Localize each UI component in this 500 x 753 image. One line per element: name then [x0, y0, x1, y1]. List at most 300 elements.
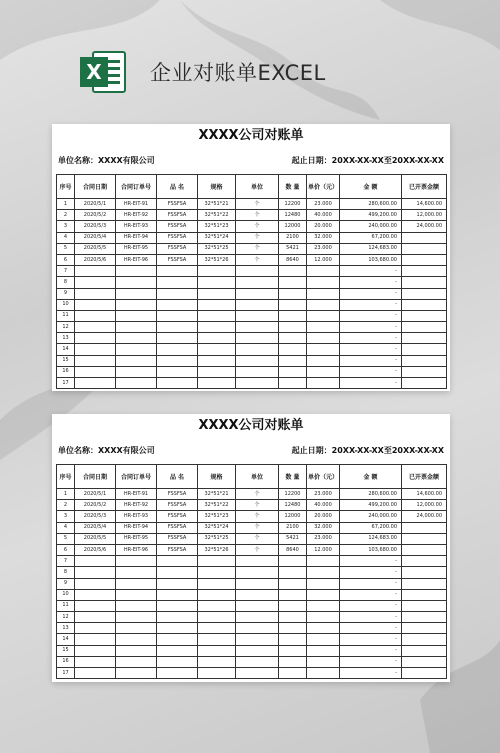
- table-cell: [402, 556, 447, 567]
- table-cell: 8: [57, 567, 75, 578]
- table-cell: HR-EIT-96: [116, 544, 157, 555]
- table-cell: 个: [236, 544, 279, 555]
- table-cell: 12,000.00: [402, 500, 447, 511]
- table-cell: [279, 567, 307, 578]
- excel-badge: X: [80, 57, 108, 87]
- table-cell: -: [340, 589, 402, 600]
- table-row: [57, 344, 447, 355]
- statement-sheet-2: [52, 414, 450, 682]
- table-cell: 5: [57, 243, 75, 254]
- table-cell: 8640: [279, 254, 307, 265]
- table-cell: [198, 288, 236, 299]
- table-cell: 14,600.00: [402, 199, 447, 210]
- column-header: 已开票金额: [402, 175, 447, 199]
- table-cell: 2020/5/4: [75, 522, 116, 533]
- table-cell: [307, 277, 340, 288]
- table-cell: [116, 378, 157, 389]
- table-cell: 个: [236, 243, 279, 254]
- table-row: [57, 266, 447, 277]
- table-cell: 12480: [279, 500, 307, 511]
- table-cell: 103,680.00: [340, 544, 402, 555]
- table-cell: -: [340, 299, 402, 310]
- table-row: [57, 378, 447, 389]
- table-row: [57, 511, 447, 522]
- table-cell: [402, 299, 447, 310]
- sheet-title: XXXX公司对账单: [198, 128, 304, 143]
- table-cell: [236, 634, 279, 645]
- table-cell: 24,000.00: [402, 221, 447, 232]
- table-cell: [157, 656, 198, 667]
- table-cell: [402, 322, 447, 333]
- table-cell: [307, 344, 340, 355]
- table-cell: [157, 668, 198, 679]
- table-cell: 个: [236, 210, 279, 221]
- table-cell: [198, 333, 236, 344]
- table-cell: HR-EIT-91: [116, 199, 157, 210]
- table-cell: 5421: [279, 243, 307, 254]
- table-cell: [279, 378, 307, 389]
- table-cell: 32.000: [307, 522, 340, 533]
- table-cell: 7: [57, 266, 75, 277]
- table-cell: [198, 310, 236, 321]
- table-cell: [236, 567, 279, 578]
- column-header: 合同日期: [75, 175, 116, 199]
- table-cell: [116, 333, 157, 344]
- table-cell: [157, 645, 198, 656]
- table-cell: FSSFSA: [157, 210, 198, 221]
- table-cell: 个: [236, 511, 279, 522]
- column-header: 规格: [198, 175, 236, 199]
- column-header: 规格: [198, 465, 236, 489]
- table-cell: 16: [57, 656, 75, 667]
- table-cell: [75, 299, 116, 310]
- table-cell: 个: [236, 221, 279, 232]
- table-header-row: [57, 465, 447, 489]
- table-cell: [402, 232, 447, 243]
- table-cell: 13: [57, 333, 75, 344]
- table-cell: 32*51*23: [198, 221, 236, 232]
- table-cell: [236, 589, 279, 600]
- column-header: 单价（元）: [307, 465, 340, 489]
- table-row: [57, 522, 447, 533]
- table-cell: 32*51*24: [198, 522, 236, 533]
- table-cell: [116, 612, 157, 623]
- table-cell: FSSFSA: [157, 522, 198, 533]
- table-cell: 个: [236, 232, 279, 243]
- table-cell: [402, 366, 447, 377]
- table-cell: [75, 668, 116, 679]
- table-row: [57, 221, 447, 232]
- table-cell: -: [340, 612, 402, 623]
- table-cell: [157, 299, 198, 310]
- table-cell: HR-EIT-92: [116, 210, 157, 221]
- table-cell: [198, 277, 236, 288]
- table-cell: -: [340, 656, 402, 667]
- table-cell: HR-EIT-94: [116, 522, 157, 533]
- table-cell: [307, 556, 340, 567]
- table-row: [57, 288, 447, 299]
- table-cell: HR-EIT-96: [116, 254, 157, 265]
- table-cell: [157, 600, 198, 611]
- table-cell: [307, 612, 340, 623]
- table-cell: 32*51*25: [198, 243, 236, 254]
- table-cell: -: [340, 645, 402, 656]
- table-cell: [402, 656, 447, 667]
- table-cell: [75, 567, 116, 578]
- table-cell: 17: [57, 378, 75, 389]
- table-cell: 10: [57, 299, 75, 310]
- table-cell: 32*51*22: [198, 210, 236, 221]
- table-cell: 32*51*21: [198, 199, 236, 210]
- table-cell: 10: [57, 589, 75, 600]
- table-cell: -: [340, 288, 402, 299]
- column-header: 合同日期: [75, 465, 116, 489]
- table-cell: [279, 355, 307, 366]
- table-cell: 11: [57, 600, 75, 611]
- table-cell: [307, 634, 340, 645]
- table-cell: FSSFSA: [157, 500, 198, 511]
- column-header: 合同订单号: [116, 175, 157, 199]
- table-cell: [75, 556, 116, 567]
- date-range: 起止日期：20XX-XX-XX至20XX-XX-XX: [291, 155, 444, 165]
- table-cell: [402, 344, 447, 355]
- sheet-info-row: [56, 436, 446, 464]
- table-cell: [402, 378, 447, 389]
- table-cell: [157, 355, 198, 366]
- table-cell: [236, 668, 279, 679]
- table-cell: [75, 288, 116, 299]
- table-cell: [279, 288, 307, 299]
- table-cell: 23.000: [307, 489, 340, 500]
- table-cell: [157, 344, 198, 355]
- table-cell: -: [340, 277, 402, 288]
- table-cell: 32*51*23: [198, 511, 236, 522]
- table-cell: 个: [236, 489, 279, 500]
- column-header: 金 额: [340, 175, 402, 199]
- table-cell: 2100: [279, 232, 307, 243]
- table-cell: 499,200.00: [340, 500, 402, 511]
- table-cell: [279, 322, 307, 333]
- table-cell: [236, 299, 279, 310]
- table-cell: 16: [57, 366, 75, 377]
- table-cell: [75, 578, 116, 589]
- table-cell: [402, 533, 447, 544]
- table-row: [57, 489, 447, 500]
- company-name: 单位名称：XXXX有限公司: [58, 445, 155, 455]
- table-row: [57, 299, 447, 310]
- table-cell: [236, 344, 279, 355]
- table-cell: [402, 668, 447, 679]
- table-cell: [307, 266, 340, 277]
- table-cell: [402, 355, 447, 366]
- table-cell: FSSFSA: [157, 221, 198, 232]
- table-cell: FSSFSA: [157, 544, 198, 555]
- table-cell: [236, 600, 279, 611]
- table-cell: 9: [57, 578, 75, 589]
- statement-table: [56, 464, 447, 679]
- table-cell: 15: [57, 355, 75, 366]
- statement-sheet-1: [52, 124, 450, 391]
- table-cell: 15: [57, 645, 75, 656]
- table-cell: [198, 600, 236, 611]
- table-cell: [157, 366, 198, 377]
- table-cell: -: [340, 322, 402, 333]
- table-row: [57, 254, 447, 265]
- table-cell: [116, 344, 157, 355]
- table-cell: FSSFSA: [157, 533, 198, 544]
- table-cell: 12200: [279, 199, 307, 210]
- table-cell: [402, 623, 447, 634]
- column-header: 品 名: [157, 175, 198, 199]
- table-cell: [279, 299, 307, 310]
- table-cell: [279, 344, 307, 355]
- table-cell: [116, 310, 157, 321]
- table-cell: [307, 623, 340, 634]
- table-cell: [307, 668, 340, 679]
- table-cell: [116, 266, 157, 277]
- table-cell: [307, 288, 340, 299]
- table-row: [57, 634, 447, 645]
- table-cell: 23.000: [307, 199, 340, 210]
- column-header: 序号: [57, 175, 75, 199]
- table-cell: [116, 567, 157, 578]
- column-header: 已开票金额: [402, 465, 447, 489]
- table-cell: -: [340, 366, 402, 377]
- table-cell: [307, 299, 340, 310]
- table-cell: 4: [57, 232, 75, 243]
- table-cell: -: [340, 310, 402, 321]
- table-cell: [198, 589, 236, 600]
- table-cell: [198, 378, 236, 389]
- table-cell: [75, 344, 116, 355]
- table-cell: [116, 277, 157, 288]
- table-cell: [402, 578, 447, 589]
- date-range: 起止日期：20XX-XX-XX至20XX-XX-XX: [291, 445, 444, 455]
- table-cell: 2020/5/5: [75, 243, 116, 254]
- table-cell: 499,200.00: [340, 210, 402, 221]
- table-row: [57, 355, 447, 366]
- table-cell: 8: [57, 277, 75, 288]
- table-cell: [236, 556, 279, 567]
- table-cell: [198, 299, 236, 310]
- table-cell: 2020/5/1: [75, 199, 116, 210]
- table-cell: 32*51*26: [198, 254, 236, 265]
- table-cell: [236, 623, 279, 634]
- table-cell: 240,000.00: [340, 511, 402, 522]
- table-cell: [116, 668, 157, 679]
- table-cell: [279, 645, 307, 656]
- table-cell: 67,200.00: [340, 232, 402, 243]
- table-cell: 1: [57, 489, 75, 500]
- table-cell: 3: [57, 221, 75, 232]
- table-cell: 2020/5/6: [75, 544, 116, 555]
- column-header: 数 量: [279, 465, 307, 489]
- table-cell: [157, 333, 198, 344]
- table-cell: [402, 522, 447, 533]
- sheet-info-row: [56, 146, 446, 174]
- table-row: [57, 567, 447, 578]
- table-cell: [116, 366, 157, 377]
- column-header: 合同订单号: [116, 465, 157, 489]
- table-cell: 124,683.00: [340, 243, 402, 254]
- table-cell: 14: [57, 344, 75, 355]
- table-cell: [75, 656, 116, 667]
- table-cell: [236, 266, 279, 277]
- table-cell: [75, 355, 116, 366]
- table-cell: [236, 355, 279, 366]
- table-cell: [402, 612, 447, 623]
- table-cell: [402, 333, 447, 344]
- table-cell: FSSFSA: [157, 489, 198, 500]
- table-cell: [116, 589, 157, 600]
- table-cell: 23.000: [307, 533, 340, 544]
- table-cell: [198, 266, 236, 277]
- table-header-row: [57, 175, 447, 199]
- table-row: [57, 556, 447, 567]
- table-cell: [75, 623, 116, 634]
- table-cell: [198, 322, 236, 333]
- table-cell: 12200: [279, 489, 307, 500]
- table-cell: 40.000: [307, 210, 340, 221]
- table-cell: [236, 322, 279, 333]
- table-cell: [279, 589, 307, 600]
- statement-table: [56, 174, 447, 389]
- table-cell: 12.000: [307, 544, 340, 555]
- table-cell: 32.000: [307, 232, 340, 243]
- table-cell: 8640: [279, 544, 307, 555]
- table-cell: HR-EIT-91: [116, 489, 157, 500]
- table-cell: 20.000: [307, 221, 340, 232]
- table-row: [57, 578, 447, 589]
- table-row: [57, 366, 447, 377]
- table-row: [57, 533, 447, 544]
- table-cell: [157, 589, 198, 600]
- table-cell: [402, 544, 447, 555]
- table-cell: 个: [236, 533, 279, 544]
- table-cell: HR-EIT-92: [116, 500, 157, 511]
- table-cell: [157, 310, 198, 321]
- table-cell: [198, 366, 236, 377]
- table-cell: [116, 656, 157, 667]
- column-header: 数 量: [279, 175, 307, 199]
- table-cell: [236, 288, 279, 299]
- table-cell: [307, 567, 340, 578]
- table-cell: [157, 578, 198, 589]
- table-cell: [116, 322, 157, 333]
- table-cell: [279, 612, 307, 623]
- table-cell: HR-EIT-94: [116, 232, 157, 243]
- table-cell: [307, 600, 340, 611]
- table-cell: [279, 656, 307, 667]
- table-cell: [402, 645, 447, 656]
- table-cell: [279, 668, 307, 679]
- table-cell: [198, 556, 236, 567]
- table-cell: [157, 567, 198, 578]
- table-row: [57, 645, 447, 656]
- table-cell: [402, 634, 447, 645]
- table-cell: [279, 310, 307, 321]
- table-cell: 13: [57, 623, 75, 634]
- table-cell: HR-EIT-95: [116, 243, 157, 254]
- table-row: [57, 232, 447, 243]
- table-cell: [307, 310, 340, 321]
- table-cell: 3: [57, 511, 75, 522]
- table-cell: [279, 556, 307, 567]
- table-cell: [198, 612, 236, 623]
- table-cell: [198, 578, 236, 589]
- table-cell: FSSFSA: [157, 232, 198, 243]
- table-cell: 2020/5/3: [75, 221, 116, 232]
- table-cell: -: [340, 266, 402, 277]
- table-cell: 32*51*24: [198, 232, 236, 243]
- table-cell: FSSFSA: [157, 511, 198, 522]
- table-cell: [116, 634, 157, 645]
- table-cell: [236, 277, 279, 288]
- table-cell: 2020/5/4: [75, 232, 116, 243]
- table-cell: [279, 277, 307, 288]
- table-cell: [157, 322, 198, 333]
- column-header: 品 名: [157, 465, 198, 489]
- table-cell: 17: [57, 668, 75, 679]
- table-cell: -: [340, 567, 402, 578]
- table-cell: [198, 355, 236, 366]
- table-cell: 24,000.00: [402, 511, 447, 522]
- table-cell: 103,680.00: [340, 254, 402, 265]
- table-row: [57, 322, 447, 333]
- table-cell: [279, 634, 307, 645]
- table-cell: 1: [57, 199, 75, 210]
- table-cell: -: [340, 344, 402, 355]
- column-header: 序号: [57, 465, 75, 489]
- table-cell: [402, 310, 447, 321]
- excel-icon: [78, 47, 128, 97]
- table-cell: [307, 645, 340, 656]
- table-cell: 5: [57, 533, 75, 544]
- table-cell: HR-EIT-93: [116, 511, 157, 522]
- table-cell: [116, 355, 157, 366]
- table-row: [57, 600, 447, 611]
- table-cell: [157, 556, 198, 567]
- table-cell: -: [340, 668, 402, 679]
- table-cell: 12480: [279, 210, 307, 221]
- table-cell: [402, 288, 447, 299]
- table-cell: -: [340, 333, 402, 344]
- table-cell: 20.000: [307, 511, 340, 522]
- table-cell: [236, 612, 279, 623]
- table-row: [57, 500, 447, 511]
- table-cell: 个: [236, 500, 279, 511]
- table-cell: [236, 645, 279, 656]
- table-cell: 4: [57, 522, 75, 533]
- table-cell: [198, 634, 236, 645]
- table-cell: [307, 656, 340, 667]
- table-cell: HR-EIT-95: [116, 533, 157, 544]
- table-row: [57, 623, 447, 634]
- table-cell: [402, 277, 447, 288]
- table-row: [57, 199, 447, 210]
- table-cell: [307, 355, 340, 366]
- table-cell: 240,000.00: [340, 221, 402, 232]
- table-cell: [402, 600, 447, 611]
- table-cell: [116, 556, 157, 567]
- table-cell: -: [340, 556, 402, 567]
- table-cell: 个: [236, 522, 279, 533]
- table-cell: 2020/5/3: [75, 511, 116, 522]
- table-cell: [75, 277, 116, 288]
- table-cell: [75, 378, 116, 389]
- table-cell: 32*51*25: [198, 533, 236, 544]
- table-cell: -: [340, 634, 402, 645]
